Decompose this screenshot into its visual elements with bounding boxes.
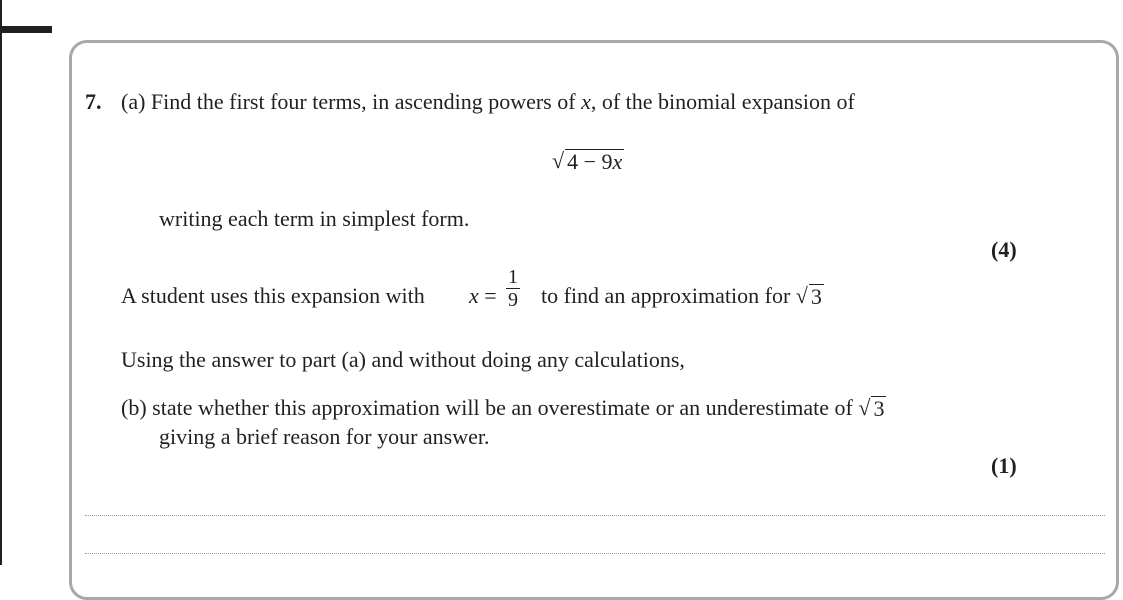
part-b-label: (b) [121,395,147,420]
part-a-marks: (4) [991,237,1017,262]
margin-tab [0,26,52,33]
stem-equals: = [484,283,497,308]
expression-variable: x [612,149,623,174]
question-frame [69,40,1119,600]
stem-text-after: to find an approximation for [541,283,791,308]
sqrt-argument-b: 3 [873,396,885,421]
margin-rule [0,0,2,565]
stem-text-before: A student uses this expansion with [121,283,425,308]
answer-line[interactable] [85,515,1105,516]
expression [552,148,624,174]
part-b-line1 [121,395,886,421]
part-a-variable: x [581,89,591,114]
instruction: Using the answer to part (a) and without doing any calculations, [121,347,685,372]
question-number: 7. [85,89,102,114]
sqrt-three [796,283,824,309]
part-b-text: state whether this approximation will be an overestimate or an underestimate of [152,395,853,420]
part-a-line2: writing each term in simplest form. [159,206,470,231]
fraction-numerator: 1 [508,266,518,288]
radical-sign-icon: √ [552,148,565,173]
part-a-text: Find the first four terms, in ascending powers of [150,89,576,114]
fraction-one-ninth [505,266,521,311]
radical-sign-icon: √ [858,395,871,420]
part-a-label: (a) [121,89,146,114]
part-b-marks: (1) [991,453,1017,478]
answer-line[interactable] [85,553,1105,554]
expression-prefix: 4 − 9 [567,149,613,174]
part-b-line2: giving a brief reason for your answer. [159,424,490,449]
radical-sign-icon: √ [795,283,808,308]
sqrt-argument: 3 [810,284,822,309]
sqrt-three-b [858,395,886,421]
sqrt-expression [552,148,624,174]
stem-equation [469,283,497,309]
fraction-denominator: 9 [508,289,518,311]
stem-variable: x [469,283,479,308]
part-a-line1 [121,89,855,115]
stem-text-after-wrap [541,283,824,309]
part-a-text-end: , of the binomial expansion of [590,89,855,114]
